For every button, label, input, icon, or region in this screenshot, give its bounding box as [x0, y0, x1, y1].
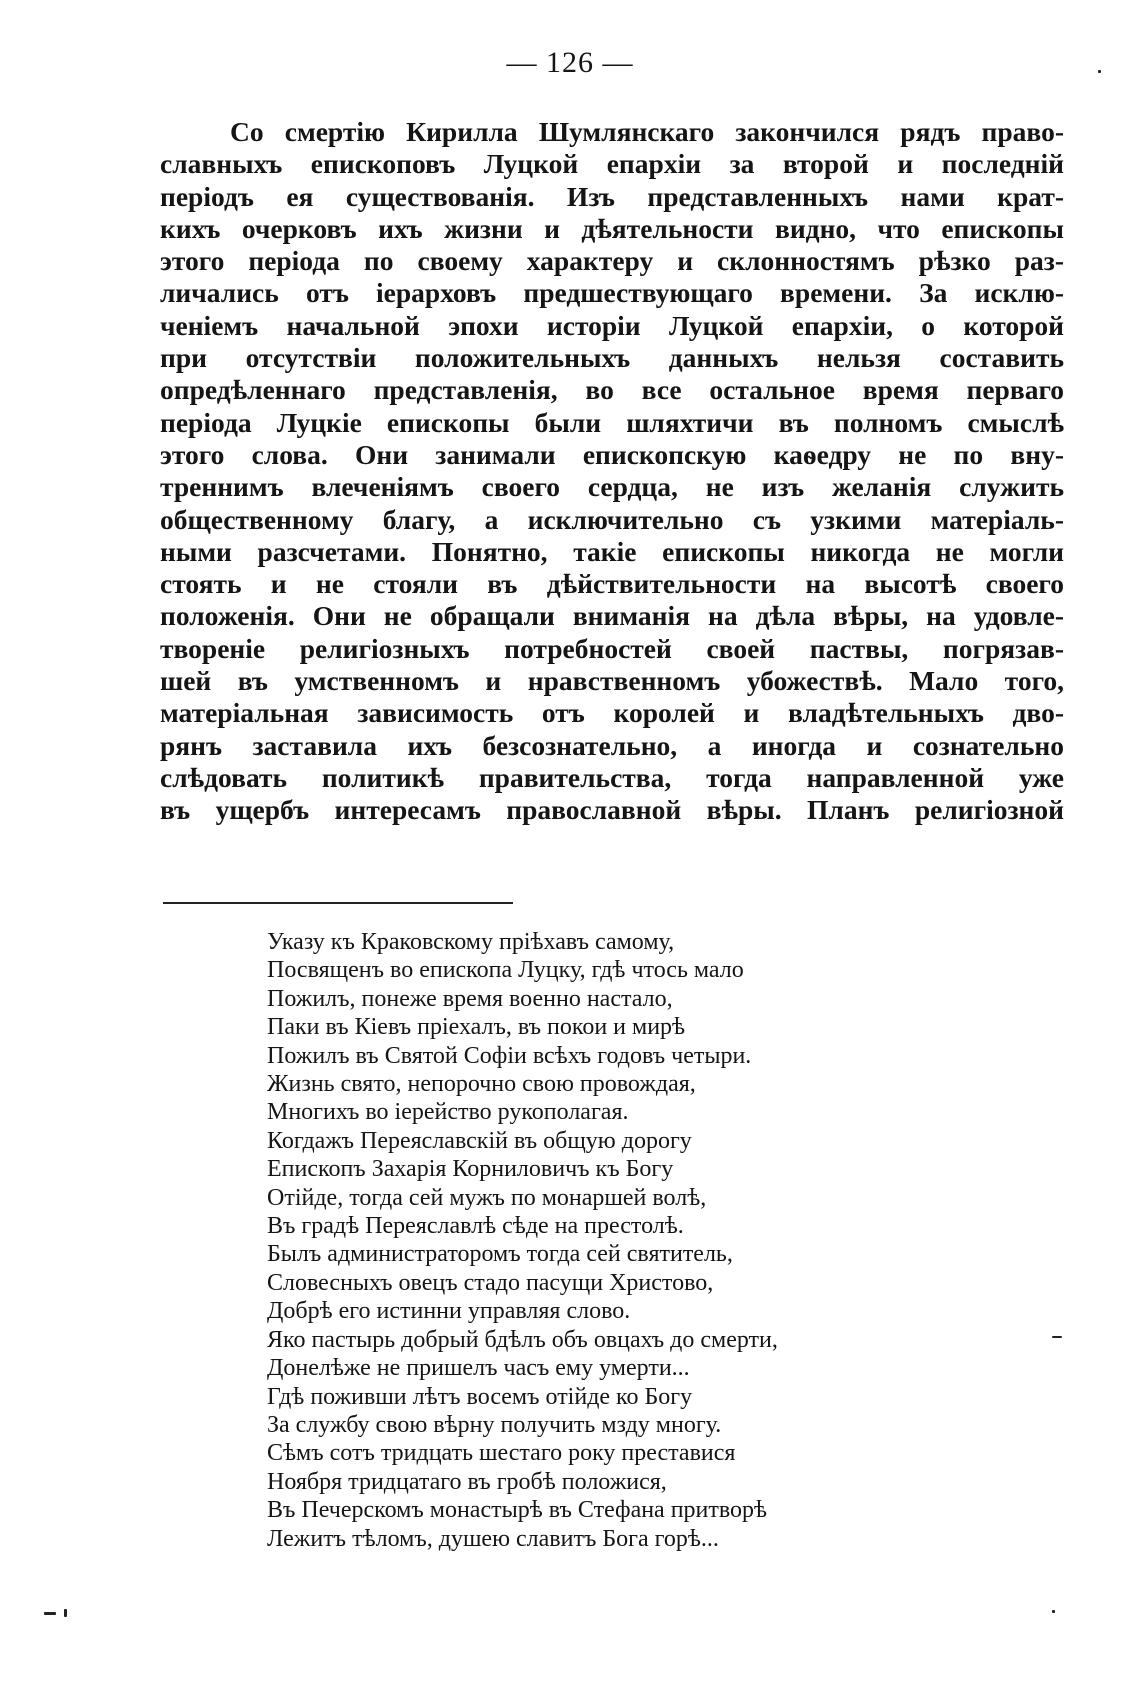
verse-line: Въ градѣ Переяславлѣ сѣде на престолѣ.	[267, 1213, 684, 1240]
paragraph-line: положенія. Они не обращали вниманія на дѣла вѣры, на удовле-	[160, 600, 1064, 632]
paragraph-line: матеріальная зависимость отъ королей и владѣтельныхъ дво-	[160, 697, 1064, 729]
paragraph-line: рянъ заставила ихъ безсознательно, а иногда и сознательно	[160, 729, 1064, 761]
main-paragraph	[160, 116, 1064, 827]
verse-line: Словесныхъ овецъ стадо пасущи Христово,	[267, 1269, 714, 1296]
print-speck	[1098, 70, 1101, 73]
paragraph-line: стоять и не стояли въ дѣйствительности на высотѣ своего	[160, 568, 1064, 600]
verse-line: Гдѣ поживши лѣтъ восемъ отійде ко Богу	[267, 1383, 693, 1410]
print-speck	[64, 1609, 67, 1617]
verse-line: Яко пастырь добрый бдѣлъ объ овцахъ до смерти,	[267, 1326, 778, 1353]
verse-line: Паки въ Кіевъ пріехалъ, въ покои и мирѣ	[267, 1014, 686, 1041]
page-number: — 126 —	[506, 46, 634, 79]
verse-line: Въ Печерскомъ монастырѣ въ Стефана притворѣ	[267, 1497, 768, 1524]
paragraph-line: въ ущербъ интересамъ православной вѣры. Планъ религіозной	[160, 794, 1064, 826]
paragraph-line: періодъ ея существованія. Изъ представленныхъ нами крат-	[160, 180, 1064, 212]
verse-line: Былъ администраторомъ тогда сей святитель,	[267, 1241, 733, 1268]
paragraph-line: личались отъ іерарховъ предшествующаго времени. За исклю-	[160, 277, 1064, 309]
verse-line: Когдажъ Переяславскій въ общую дорогу	[267, 1127, 692, 1154]
paragraph-line: твореніе религіозныхъ потребностей своей паствы, погрязав-	[160, 632, 1064, 664]
verse-line: Лежитъ тѣломъ, душею славитъ Бога горѣ...	[267, 1525, 719, 1552]
verse-line: Сѣмъ сотъ тридцать шестаго року преставися	[267, 1440, 736, 1467]
paragraph-line: ными разсчетами. Понятно, такіе епископы никогда не могли	[160, 535, 1064, 567]
paragraph-line: ченіемъ начальной эпохи исторіи Луцкой епархіи, о которой	[160, 309, 1064, 341]
verse-line: Ноября тридцатаго въ гробѣ положися,	[267, 1468, 667, 1495]
verse-line: Отійде, тогда сей мужъ по монаршей волѣ,	[267, 1184, 707, 1211]
paragraph-line: общественному благу, а исключительно съ узкими матеріаль-	[160, 503, 1064, 535]
paragraph-line: Со смертію Кирилла Шумлянскаго закончился рядъ право-	[230, 116, 1064, 147]
verse-line: Жизнь свято, непорочно свою провождая,	[267, 1071, 696, 1098]
print-speck	[1052, 1610, 1055, 1613]
verse-line: Епископъ Захарія Корниловичъ къ Богу	[267, 1156, 674, 1183]
paragraph-line: этого слова. Они занимали епископскую каѳедру не по вну-	[160, 438, 1064, 470]
footnote-verse	[267, 928, 987, 1553]
verse-line: Добрѣ его истинни управляя слово.	[267, 1298, 631, 1325]
print-speck	[44, 1612, 56, 1615]
footnote-divider	[163, 902, 513, 904]
print-speck	[1052, 1336, 1062, 1338]
paragraph-line: шей въ умственномъ и нравственномъ убожествѣ. Мало того,	[160, 665, 1064, 697]
verse-line: Донелѣже не пришелъ часъ ему умерти...	[267, 1355, 690, 1382]
verse-line: Посвященъ во епископа Луцку, гдѣ чтось мало	[267, 957, 744, 984]
paragraph-line: опредѣленнаго представленія, во все остальное время перваго	[160, 374, 1064, 406]
paragraph-line: этого періода по своему характеру и склонностямъ рѣзко раз-	[160, 245, 1064, 277]
verse-line: Указу къ Краковскому пріѣхавъ самому,	[267, 929, 675, 955]
verse-line: Многихъ во іерейство рукополагая.	[267, 1099, 629, 1126]
paragraph-line: при отсутствіи положительныхъ данныхъ нельзя составить	[160, 342, 1064, 374]
verse-line: Пожилъ въ Святой Софіи всѣхъ годовъ четыри.	[267, 1042, 752, 1069]
paragraph-line: славныхъ епископовъ Луцкой епархіи за второй и последній	[160, 148, 1064, 180]
paragraph-line: кихъ очерковъ ихъ жизни и дѣятельности видно, что епископы	[160, 212, 1064, 244]
paragraph-line: треннимъ влеченіямъ своего сердца, не изъ желанія служить	[160, 471, 1064, 503]
paragraph-line: періода Луцкіе епископы были шляхтичи въ полномъ смыслѣ	[160, 406, 1064, 438]
verse-line: Пожилъ, понеже время военно настало,	[267, 985, 673, 1012]
verse-line: За службу свою вѣрну получить мзду многу.	[267, 1411, 722, 1438]
paragraph-line: слѣдовать политикѣ правительства, тогда направленной уже	[160, 761, 1064, 793]
